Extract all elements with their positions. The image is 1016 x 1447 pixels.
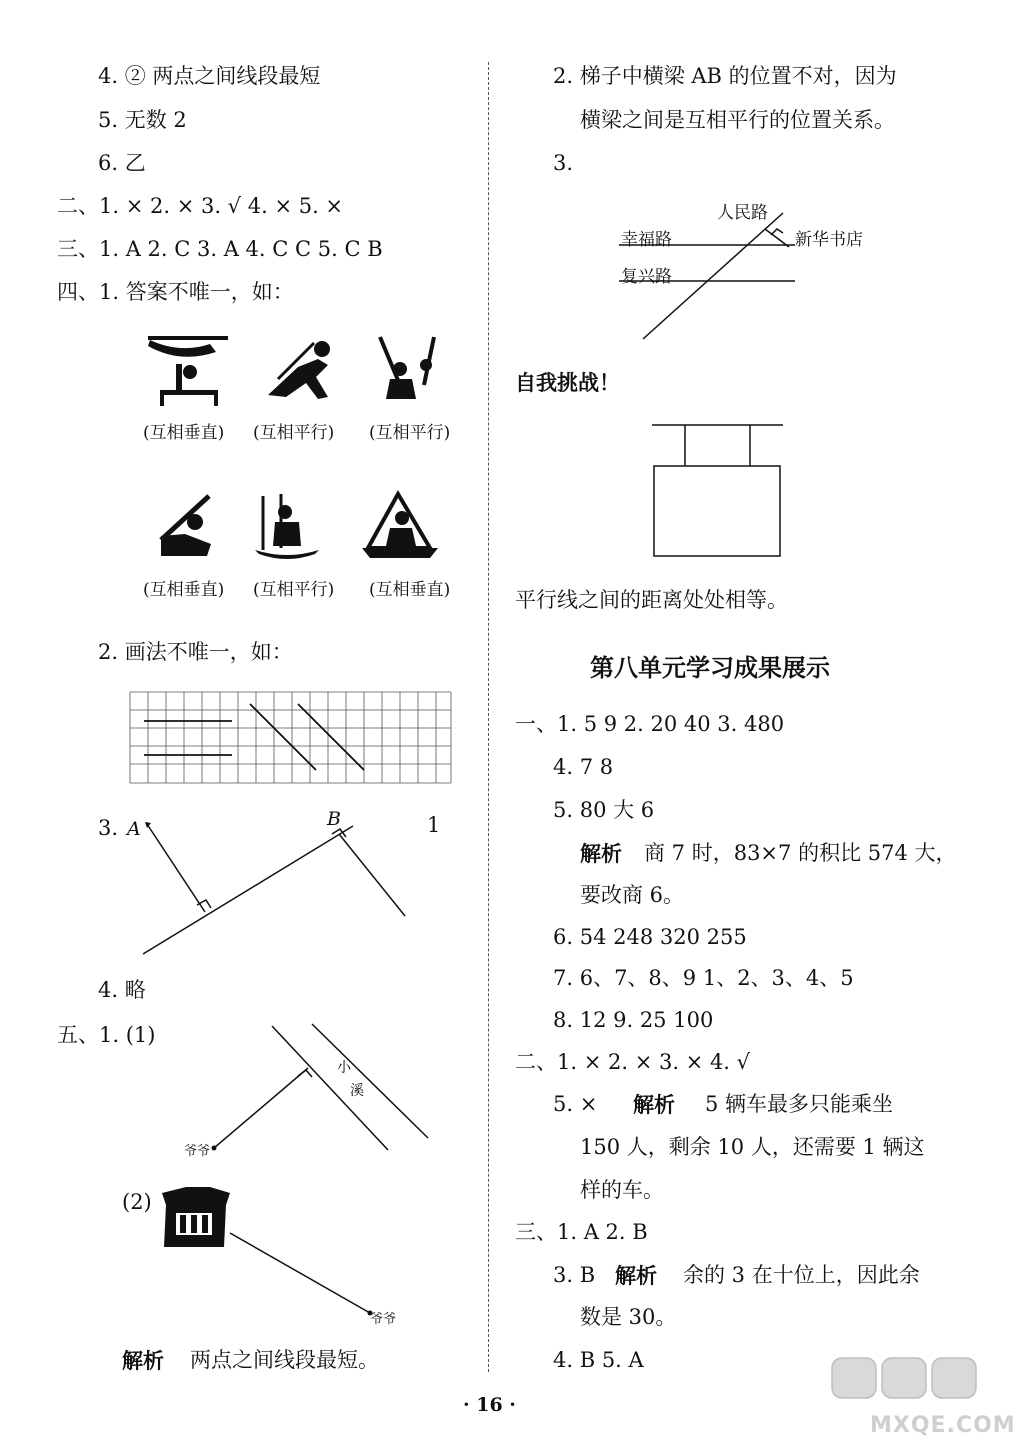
watermark-logo-icon: [828, 1352, 988, 1412]
column-divider: [488, 62, 489, 1372]
kayak-pictogram: [155, 490, 215, 560]
point-a-label: A: [127, 818, 141, 840]
caption-3: (互相平行): [369, 423, 451, 443]
unit-s3-q3: 3. B: [553, 1263, 596, 1287]
unit-s3-analysis-label: 解析: [615, 1263, 657, 1288]
map-label-renmin: 人民路: [717, 203, 768, 223]
caption-4: (互相垂直): [143, 580, 225, 600]
map-label-xinhua: 新华书店: [795, 230, 863, 250]
gymnastics-pictogram: [140, 330, 235, 410]
caption-6: (互相垂直): [369, 580, 451, 600]
map-label-fuxing: 复兴路: [621, 267, 672, 287]
unit-s1-q5: 5. 80 大 6: [553, 798, 655, 822]
section-2-answers: 二、1. × 2. × 3. √ 4. × 5. ×: [57, 194, 344, 218]
sailing-pictogram: [360, 490, 440, 560]
unit-title: 第八单元学习成果展示: [590, 653, 830, 682]
unit-q5-analysis-line1: 商 7 时，83×7 的积比 574 大，: [644, 841, 957, 865]
answer-5: 5. 无数 2: [98, 108, 187, 132]
caption-1: (互相垂直): [143, 423, 225, 443]
stream-label-2: 溪: [350, 1083, 364, 1099]
right-q2-line1: 2. 梯子中横梁 AB 的位置不对，因为: [553, 64, 897, 88]
part-2-label: (2): [122, 1190, 152, 1214]
fencing-pictogram: [258, 335, 343, 405]
analysis-text: 两点之间线段最短。: [190, 1348, 379, 1372]
unit-s2-analysis-label: 解析: [633, 1092, 675, 1117]
grid-figure: [128, 690, 453, 785]
sign-figure: [650, 420, 785, 560]
unit-s1-q7: 7. 6、7、8、9 1、2、3、4、5: [553, 966, 854, 990]
grandpa-label-1: 爷爷: [184, 1144, 211, 1159]
unit-s3-analysis-line2: 数是 30。: [580, 1305, 677, 1329]
unit-s3-q4-5: 4. B 5. A: [553, 1348, 644, 1372]
q3-label: 3.: [98, 816, 119, 840]
map-label-xingfu: 幸福路: [621, 230, 672, 250]
unit-s1-q4: 4. 7 8: [553, 755, 614, 779]
perpendicular-figure: [125, 808, 425, 963]
answer-4: 4. ② 两点之间线段最短: [98, 64, 321, 88]
stream-label-1: 小: [337, 1060, 351, 1076]
unit-s1-q6: 6. 54 248 320 255: [553, 925, 747, 949]
section-3-answers: 三、1. A 2. C 3. A 4. C C 5. C B: [57, 237, 383, 261]
unit-s1-line1: 一、1. 5 9 2. 20 40 3. 480: [515, 712, 785, 736]
house-road-figure: [158, 1185, 398, 1320]
canoe-pictogram: [255, 490, 320, 560]
unit-s2-q5: 5. ×: [553, 1092, 598, 1116]
section-4-q1: 四、1. 答案不唯一，如：: [57, 280, 294, 304]
unit-q5-analysis-line2: 要改商 6。: [580, 883, 685, 907]
stream-figure: [180, 1020, 440, 1155]
unit-s2-analysis-line3: 样的车。: [580, 1178, 664, 1202]
watermark-text: MXQE.COM: [870, 1413, 1016, 1438]
unit-s3-analysis-line1: 余的 3 在十位上，因此余: [683, 1263, 920, 1287]
unit-s1-q8: 8. 12 9. 25 100: [553, 1008, 714, 1032]
right-q2-line2: 横梁之间是互相平行的位置关系。: [580, 108, 895, 132]
q4-answer: 4. 略: [98, 978, 146, 1002]
section-5-q1: 五、1. (1): [57, 1023, 156, 1047]
page-number: · 16 ·: [463, 1394, 516, 1416]
unit-s3-line1: 三、1. A 2. B: [515, 1220, 648, 1244]
q2-label: 2. 画法不唯一，如：: [98, 640, 293, 664]
unit-s2-analysis-line2: 150 人，剩余 10 人，还需要 1 辆这: [580, 1135, 925, 1159]
right-q3-label: 3.: [553, 151, 574, 175]
answer-6: 6. 乙: [98, 151, 146, 175]
caption-2: (互相平行): [253, 423, 335, 443]
unit-s2-analysis-line1: 5 辆车最多只能乘坐: [705, 1092, 894, 1116]
analysis-label: 解析: [122, 1348, 164, 1373]
stray-mark: 1: [427, 813, 441, 837]
grandpa-label-2: 爷爷: [370, 1312, 397, 1327]
caption-5: (互相平行): [253, 580, 335, 600]
rowing-pictogram: [372, 335, 447, 405]
point-b-label: B: [327, 808, 341, 830]
unit-s2-line1: 二、1. × 2. × 3. × 4. √: [515, 1050, 751, 1074]
unit-q5-analysis-label: 解析: [580, 841, 622, 866]
challenge-conclusion: 平行线之间的距离处处相等。: [515, 588, 788, 612]
challenge-heading: 自我挑战！: [515, 370, 620, 395]
